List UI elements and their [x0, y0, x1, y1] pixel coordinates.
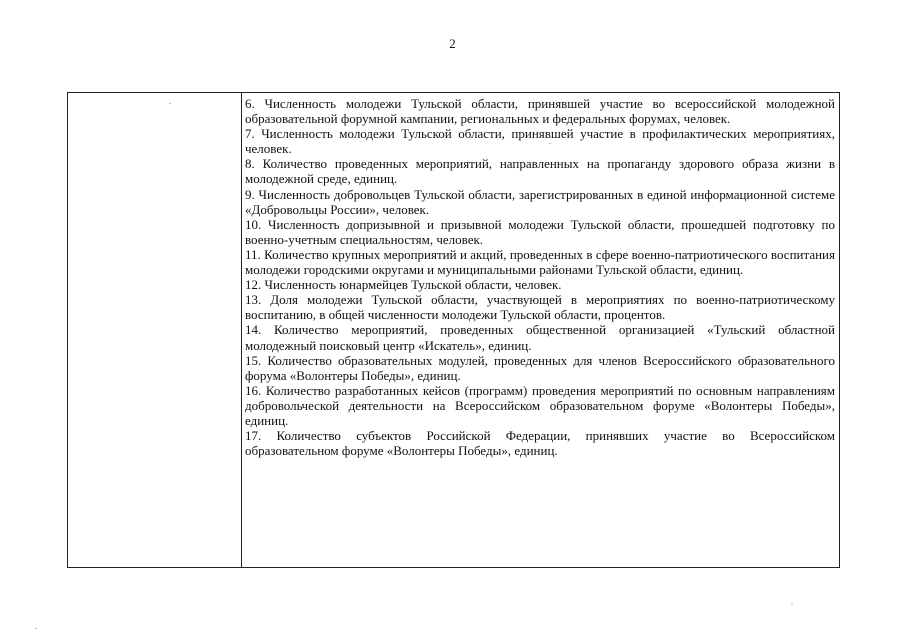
scan-speck [35, 628, 37, 629]
indicator-item-14: 14. Количество мероприятий, проведенных общественной организацией «Тульский областной молодежный поисковый центр «Искатель», единиц. [245, 322, 835, 353]
indicator-item-6: 6. Численность молодежи Тульской области, принявшей участие во всероссийской молодежной образовательной форумной кампании, региональных и федеральных форумах, человек. [245, 96, 835, 127]
scan-speck [791, 604, 793, 605]
indicator-item-7: 7. Численность молодежи Тульской области, принявшей участие в профилактических мероприятиях, человек. [245, 126, 835, 157]
indicator-item-13: 13. Доля молодежи Тульской области, участвующей в мероприятиях по военно-патриотическому воспитанию, в общей численности молодежи Тульской области, процентов. [245, 292, 835, 323]
indicator-item-11: 11. Количество крупных мероприятий и акций, проведенных в сфере военно-патриотического воспитания молодежи городскими округами и муниципальными районами Тульской области, единиц. [245, 246, 835, 278]
indicator-item-10: 10. Численность допризывной и призывной молодежи Тульской области, прошедшей подготовку по военно-учетным специальностям, человек. [245, 216, 835, 247]
indicator-item-8: 8. Количество проведенных мероприятий, направленных на пропаганду здорового образа жизни в молодежной среде, единиц. [245, 156, 835, 187]
indicators-table [67, 92, 840, 568]
indicator-item-17: 17. Количество субъектов Российской Федерации, принявших участие во Всероссийском образовательном форуме «Волонтеры Победы», единиц. [245, 428, 835, 459]
indicator-item-15: 15. Количество образовательных модулей, проведенных для членов Всероссийского образовательного форума «Волонтеры Победы», единиц. [245, 352, 835, 383]
page-number: 2 [449, 36, 456, 51]
indicator-item-9: 9. Численность добровольцев Тульской области, зарегистрированных в единой информационной системе «Добровольцы России», человек. [245, 186, 835, 217]
indicator-item-16: 16. Количество разработанных кейсов (программ) проведения мероприятий по основным направлениям добровольческой деятельности на Всероссийском образовательном форуме «Волонтеры Победы», единиц. [245, 382, 835, 428]
scan-speck [169, 103, 171, 104]
indicator-item-12: 12. Численность юнармейцев Тульской области, человек. [245, 277, 562, 293]
table-right-cell [242, 93, 839, 567]
scan-speck [549, 143, 551, 144]
table-left-cell [68, 93, 242, 567]
